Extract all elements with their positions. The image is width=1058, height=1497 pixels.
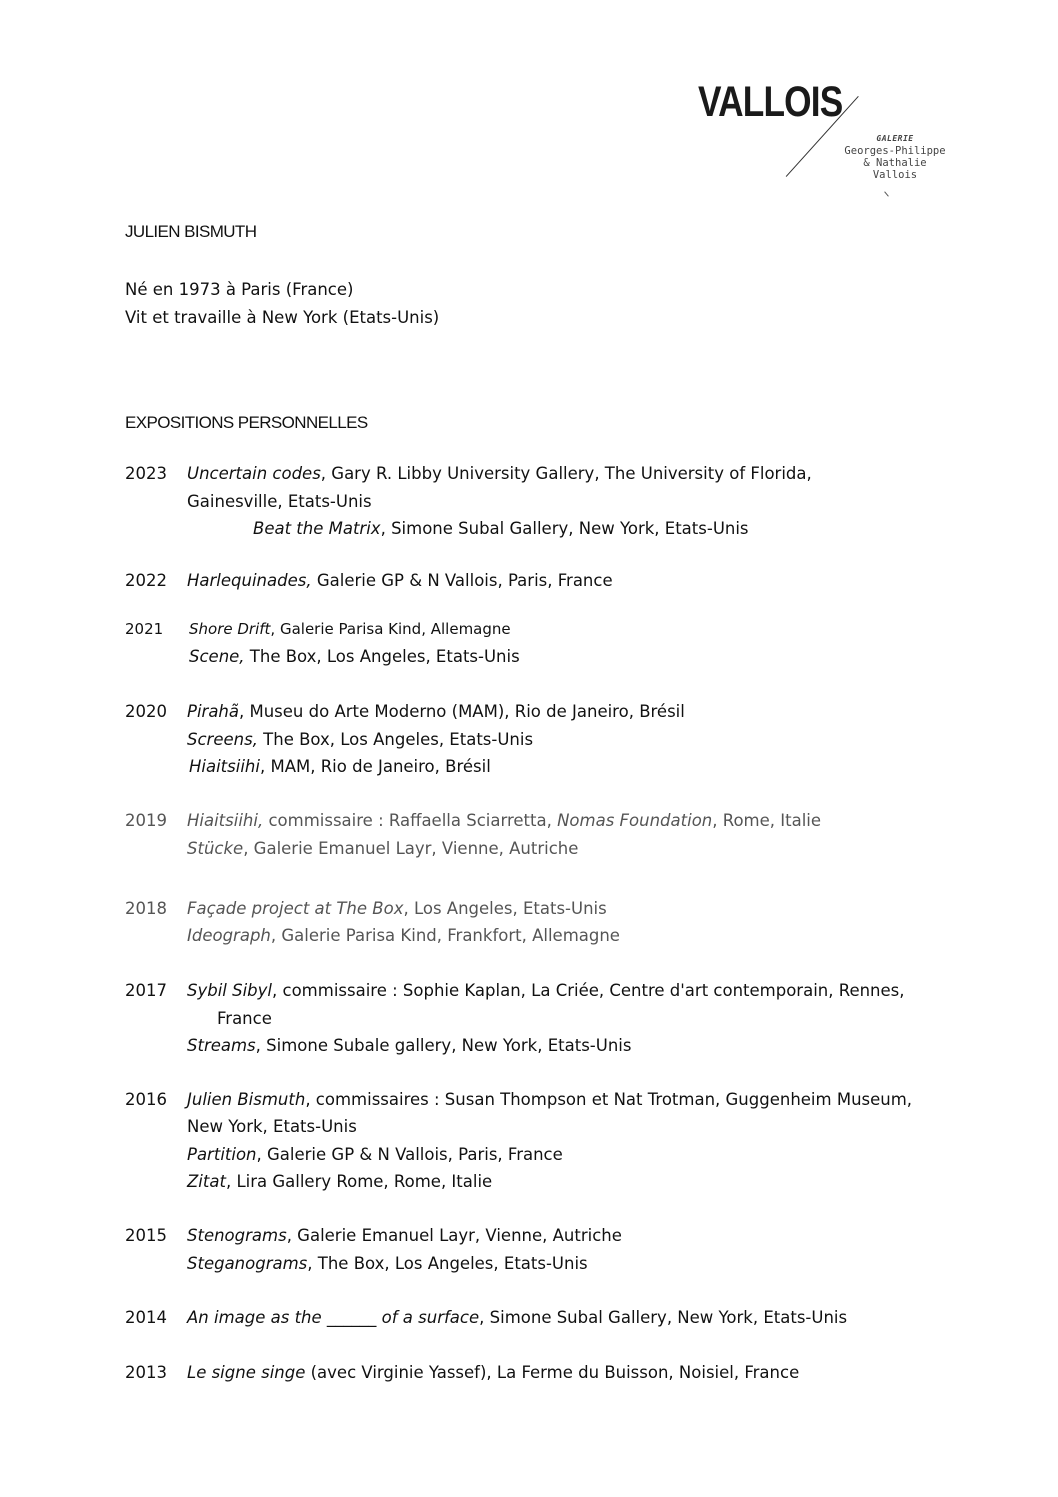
exhibition-title: Façade project at The Box bbox=[187, 899, 404, 918]
exhibition-year: 2023 bbox=[125, 464, 167, 483]
exhibition-details: , Gary R. Libby University Gallery, The University of Florida, bbox=[320, 464, 812, 483]
exhibition-title: Pirahã bbox=[187, 702, 239, 721]
exhibition-line bbox=[187, 1172, 492, 1191]
exhibition-details: , Museu do Arte Moderno (MAM), Rio de Janeiro, Brésil bbox=[239, 702, 685, 721]
artist-bio bbox=[125, 276, 439, 332]
exhibition-title: Beat the Matrix bbox=[253, 519, 381, 538]
exhibition-line bbox=[187, 1226, 622, 1245]
exhibition-details: , commissaires : Susan Thompson et Nat Trotman, Guggenheim Museum, bbox=[305, 1090, 913, 1109]
exhibition-title: Zitat bbox=[187, 1172, 226, 1191]
logo-line1: Georges-Philippe bbox=[844, 145, 946, 157]
exhibition-title: Julien Bismuth bbox=[187, 1090, 306, 1109]
exhibition-line bbox=[187, 1254, 588, 1273]
exhibition-line bbox=[187, 811, 821, 830]
exhibition-line bbox=[189, 620, 511, 638]
exhibition-title: Steganograms bbox=[187, 1254, 308, 1273]
exhibition-year: 2022 bbox=[125, 571, 167, 590]
exhibition-details: , Rome, Italie bbox=[712, 811, 822, 830]
artist-lives: Vit et travaille à New York (Etats-Unis) bbox=[125, 308, 440, 327]
exhibition-line bbox=[187, 464, 812, 483]
exhibition-details: , commissaire : Sophie Kaplan, La Criée, Centre d'art contemporain, Rennes, bbox=[272, 981, 905, 1000]
exhibition-title: Stenograms bbox=[187, 1226, 287, 1245]
exhibition-details: , Simone Subal Gallery, New York, Etats-Unis bbox=[380, 519, 749, 538]
exhibition-line bbox=[189, 647, 520, 666]
exhibition-line bbox=[189, 757, 491, 776]
exhibition-title: Screens, bbox=[187, 730, 258, 749]
exhibition-line bbox=[187, 702, 685, 721]
artist-born: Né en 1973 à Paris (France) bbox=[125, 280, 354, 299]
exhibition-details: , Galerie Parisa Kind, Allemagne bbox=[270, 620, 511, 638]
exhibition-details: , MAM, Rio de Janeiro, Brésil bbox=[259, 757, 491, 776]
exhibition-title: An image as the ______ of a surface bbox=[187, 1308, 480, 1327]
exhibition-title: Streams bbox=[187, 1036, 256, 1055]
exhibition-year: 2020 bbox=[125, 702, 167, 721]
exhibition-line bbox=[187, 1308, 847, 1327]
exhibition-year: 2015 bbox=[125, 1226, 167, 1245]
exhibition-details: France bbox=[217, 1009, 272, 1028]
exhibition-details: The Box, Los Angeles, Etats-Unis bbox=[257, 730, 534, 749]
exhibition-title: Le signe singe bbox=[187, 1363, 306, 1382]
exhibition-venue-title: Nomas Foundation bbox=[557, 811, 713, 830]
exhibition-details: , The Box, Los Angeles, Etats-Unis bbox=[307, 1254, 588, 1273]
exhibition-line bbox=[187, 492, 372, 511]
exhibition-details: Gainesville, Etats-Unis bbox=[187, 492, 372, 511]
exhibition-year: 2013 bbox=[125, 1363, 167, 1382]
exhibition-line bbox=[187, 839, 578, 858]
exhibition-details: , Simone Subal Gallery, New York, Etats-Unis bbox=[479, 1308, 848, 1327]
exhibition-line bbox=[187, 730, 533, 749]
exhibition-line bbox=[187, 926, 620, 945]
logo-line2: & Nathalie bbox=[863, 157, 927, 169]
logo-subtitle bbox=[830, 133, 960, 181]
exhibition-year: 2019 bbox=[125, 811, 167, 830]
exhibition-line bbox=[217, 1009, 272, 1028]
logo-tick bbox=[884, 191, 889, 196]
exhibition-details: , Lira Gallery Rome, Rome, Italie bbox=[225, 1172, 493, 1191]
exhibition-title: Harlequinades, bbox=[187, 571, 312, 590]
artist-name: JULIEN BISMUTH bbox=[125, 222, 257, 241]
exhibition-title: Stücke bbox=[187, 839, 244, 858]
exhibition-details: , Galerie Emanuel Layr, Vienne, Autriche bbox=[286, 1226, 622, 1245]
exhibition-title: Shore Drift bbox=[189, 620, 271, 638]
exhibition-year: 2014 bbox=[125, 1308, 167, 1327]
exhibition-line bbox=[187, 1363, 799, 1382]
exhibition-details: The Box, Los Angeles, Etats-Unis bbox=[244, 647, 520, 666]
exhibition-details: , Simone Subale gallery, New York, Etats-Unis bbox=[255, 1036, 632, 1055]
exhibition-line bbox=[187, 1090, 912, 1109]
exhibition-year: 2021 bbox=[125, 620, 164, 638]
exhibition-details: , Los Angeles, Etats-Unis bbox=[403, 899, 607, 918]
exhibition-title: Partition bbox=[187, 1145, 257, 1164]
exhibition-details: Galerie GP & N Vallois, Paris, France bbox=[311, 571, 613, 590]
section-title: EXPOSITIONS PERSONNELLES bbox=[125, 413, 368, 432]
exhibition-year: 2016 bbox=[125, 1090, 167, 1109]
exhibition-line bbox=[253, 519, 749, 538]
exhibition-title: Hiaitsiihi bbox=[189, 757, 260, 776]
exhibition-details: , Galerie Emanuel Layr, Vienne, Autriche bbox=[243, 839, 579, 858]
logo-wordmark: VALLOIS bbox=[698, 78, 843, 126]
logo-line3: Vallois bbox=[872, 169, 918, 181]
exhibition-line bbox=[187, 1117, 357, 1136]
exhibition-line bbox=[187, 1036, 631, 1055]
exhibition-title: Ideograph bbox=[187, 926, 271, 945]
exhibition-details: , Galerie Parisa Kind, Frankfort, Allemagne bbox=[270, 926, 620, 945]
exhibition-title: Sybil Sibyl bbox=[187, 981, 273, 1000]
exhibition-line bbox=[187, 981, 905, 1000]
exhibition-details: , Galerie GP & N Vallois, Paris, France bbox=[256, 1145, 563, 1164]
gallery-logo bbox=[690, 78, 970, 208]
exhibition-year: 2017 bbox=[125, 981, 167, 1000]
exhibition-line bbox=[187, 899, 607, 918]
exhibition-line bbox=[187, 571, 613, 590]
exhibition-line bbox=[187, 1145, 563, 1164]
exhibition-year: 2018 bbox=[125, 899, 167, 918]
exhibition-title: Hiaitsiihi, bbox=[187, 811, 264, 830]
logo-galerie: GALERIE bbox=[876, 134, 914, 143]
exhibition-details: commissaire : Raffaella Sciarretta, bbox=[263, 811, 558, 830]
exhibition-details: New York, Etats-Unis bbox=[187, 1117, 357, 1136]
exhibition-details: (avec Virginie Yassef), La Ferme du Buisson, Noisiel, France bbox=[305, 1363, 800, 1382]
exhibition-title: Scene, bbox=[189, 647, 245, 666]
exhibition-title: Uncertain codes bbox=[187, 464, 321, 483]
